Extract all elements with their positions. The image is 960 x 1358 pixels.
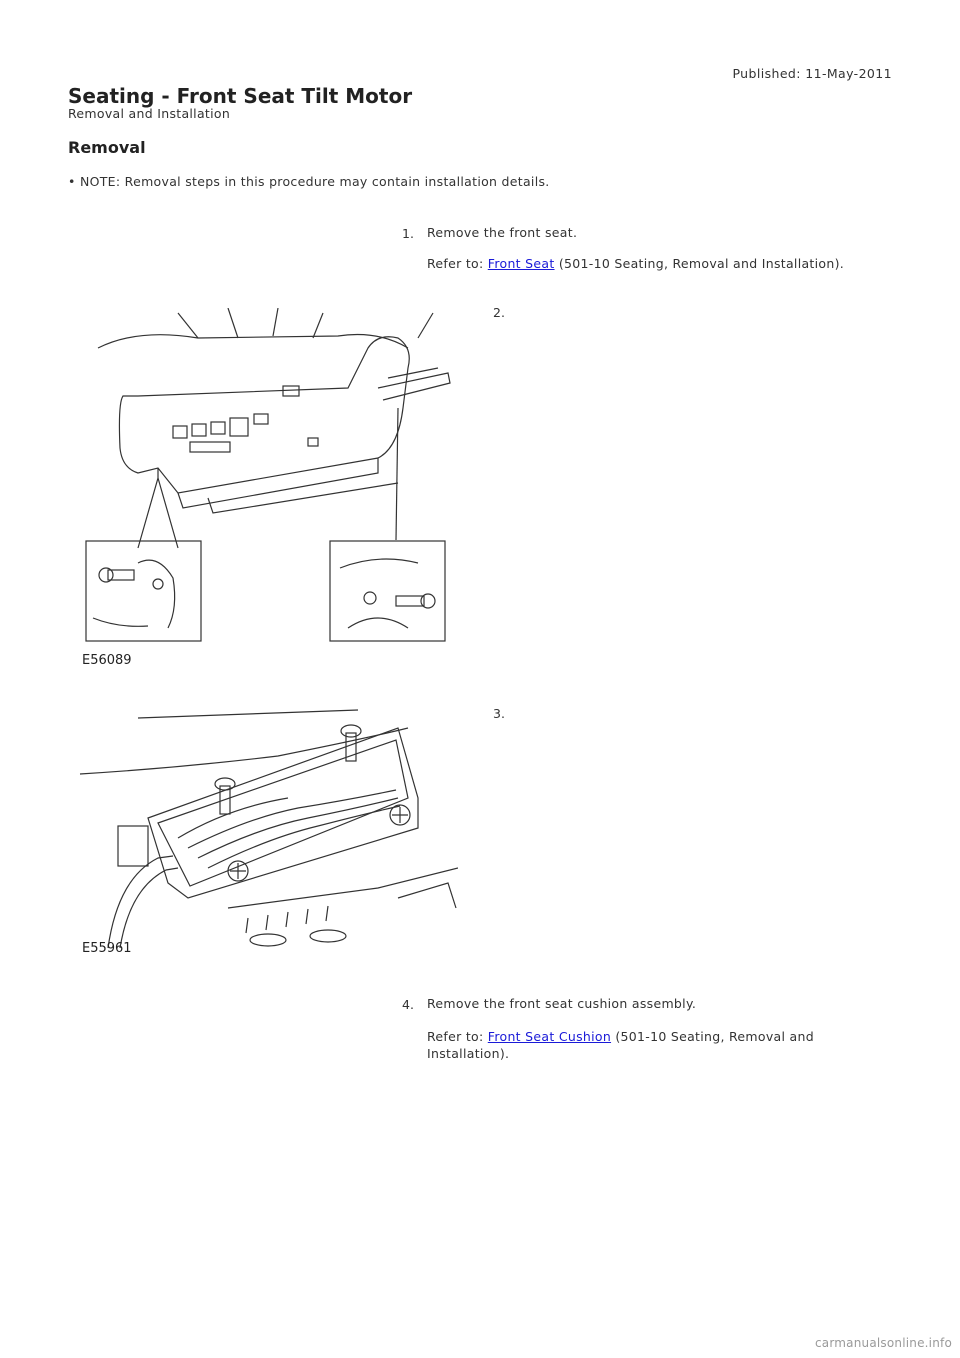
figure-seat-cushion-module bbox=[78, 708, 458, 958]
step-4-text: Remove the front seat cushion assembly. bbox=[427, 996, 697, 1011]
figure-2-id: E55961 bbox=[82, 941, 132, 956]
published-date: Published: 11-May-2011 bbox=[732, 66, 892, 81]
refer-prefix: Refer to: bbox=[427, 1029, 488, 1044]
step-1-text: Remove the front seat. bbox=[427, 225, 578, 240]
step-1-number: 1. bbox=[402, 226, 414, 241]
section-title-removal: Removal bbox=[68, 138, 146, 157]
figure-1-id: E56089 bbox=[82, 653, 132, 668]
page-subtitle: Removal and Installation bbox=[68, 106, 231, 121]
step-4-number: 4. bbox=[402, 997, 414, 1012]
figure-seat-side-trim bbox=[78, 308, 458, 670]
front-seat-link[interactable]: Front Seat bbox=[487, 256, 555, 271]
step-2-number: 2. bbox=[493, 305, 505, 320]
step-1-reference bbox=[427, 255, 844, 272]
refer-suffix-line1: (501-10 Seating, Removal and bbox=[611, 1029, 814, 1044]
front-seat-cushion-link[interactable]: Front Seat Cushion bbox=[487, 1029, 612, 1044]
step-4-reference bbox=[427, 1028, 887, 1062]
refer-suffix: (501-10 Seating, Removal and Installation). bbox=[554, 256, 845, 271]
page-title: Seating - Front Seat Tilt Motor bbox=[68, 84, 413, 108]
step-3-number: 3. bbox=[493, 706, 505, 721]
refer-prefix: Refer to: bbox=[427, 256, 488, 271]
watermark: carmanualsonline.info bbox=[815, 1336, 952, 1350]
refer-suffix-line2: Installation). bbox=[427, 1046, 510, 1061]
note-text: • NOTE: Removal steps in this procedure may contain installation details. bbox=[68, 174, 550, 189]
